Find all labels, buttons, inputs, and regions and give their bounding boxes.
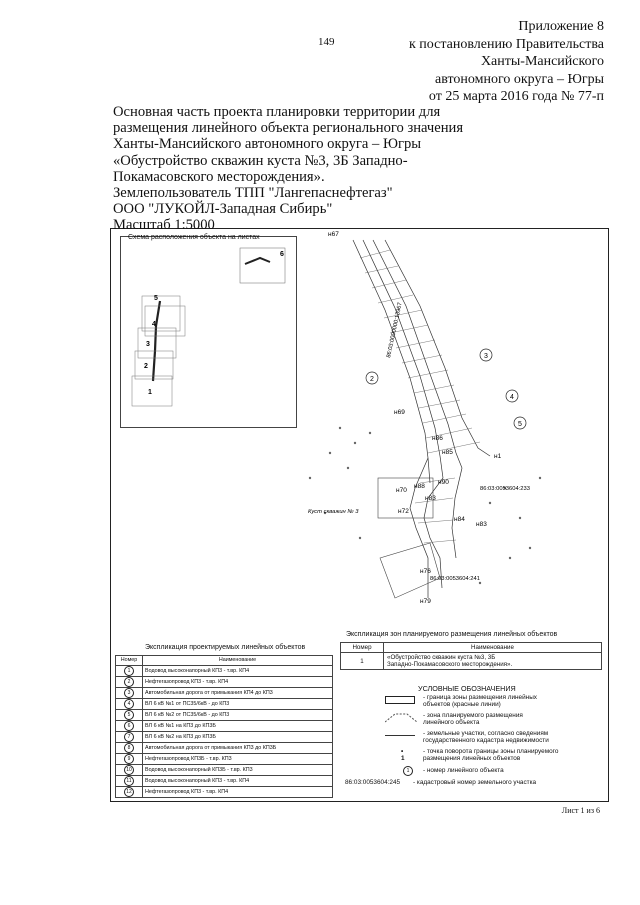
title-line: Покамасовского месторождения». bbox=[113, 168, 325, 185]
row-num: 2 bbox=[124, 677, 134, 687]
inset-label: 3 bbox=[146, 341, 150, 348]
cadastral-sample: 86:03:0053604:245 bbox=[345, 779, 401, 786]
map-point: н85 bbox=[442, 449, 453, 456]
red-line-box-icon bbox=[385, 696, 415, 704]
row-name: ВЛ 6 кВ №2 от ПС35/6кВ - до КП3 bbox=[143, 709, 333, 720]
table-row bbox=[116, 698, 333, 709]
row-name: Автомобильная дорога от примыкания КП3 до КП3Б bbox=[143, 742, 333, 753]
cadastral-number: 86:03:0053604:233 bbox=[480, 486, 530, 492]
title-line: Основная часть проекта планировки территории для bbox=[113, 104, 441, 120]
row-name: Водовод высоконапорный КП3 - т.вр. КП4 bbox=[143, 775, 333, 786]
title-line: размещения линейного объекта регионального значения bbox=[113, 120, 464, 137]
table-row bbox=[116, 764, 333, 775]
row-name: Автомобильная дорога от примыкания КП4 до КП3 bbox=[143, 687, 333, 698]
row-name-line: Западно-Покамасовского месторождения». bbox=[387, 661, 513, 668]
table-header bbox=[116, 656, 333, 666]
row-num: 1 bbox=[124, 666, 134, 676]
inset-label: 2 bbox=[144, 363, 148, 370]
map-point: н83 bbox=[476, 521, 487, 528]
title-line: Ханты-Мансийского автономного округа – Югры bbox=[113, 136, 422, 153]
col-name: Наименование bbox=[143, 656, 333, 666]
table-row bbox=[116, 775, 333, 786]
sheet-label: Лист 1 из 6 bbox=[561, 806, 600, 815]
row-num: 12 bbox=[124, 787, 134, 797]
map-circled-label: 4 bbox=[510, 394, 514, 401]
col-num: Номер bbox=[341, 643, 384, 653]
col-name: Наименование bbox=[384, 643, 602, 653]
map-point: н79 bbox=[420, 598, 431, 605]
row-name: Нефтегазопровод КП3 - т.вр. КП4 bbox=[143, 676, 333, 687]
document-title bbox=[113, 104, 513, 234]
zones-title: Экспликация зон планируемого размещения линейных объектов bbox=[346, 631, 558, 638]
row-name-line: «Обустройство скважин куста №3, 3Б bbox=[387, 654, 496, 661]
inset-label: 6 bbox=[280, 251, 284, 258]
land-plot-line-icon bbox=[385, 735, 415, 736]
row-name: Нефтегазопровод КП3 - т.вр. КП4 bbox=[143, 786, 333, 797]
map-circled-label: 5 bbox=[518, 421, 522, 428]
map-point: н70 bbox=[396, 487, 407, 494]
conventions-title: УСЛОВНЫЕ ОБОЗНАЧЕНИЯ bbox=[418, 684, 516, 693]
row-num: 1 bbox=[341, 653, 384, 670]
row-num: 11 bbox=[124, 776, 134, 786]
table-row bbox=[341, 653, 602, 670]
zones-table bbox=[340, 642, 602, 670]
inset-map bbox=[120, 236, 295, 426]
table-row bbox=[116, 731, 333, 742]
table-row bbox=[116, 786, 333, 797]
conventions-legend: - граница зоны размещения линейных объектов (красные линии) - зона планируемого размещения линейного объекта - земельные участки, согласно сведениям государственного кадастра недвижимости • 1 - точка поворота границы зоны планируемого размещения линейных объектов 1 - номер линейного объекта 86:03:0053604:245 - кадастровый номер земельного участка bbox=[345, 694, 559, 786]
row-num: 8 bbox=[124, 743, 134, 753]
explication-title: Экспликация проектируемых линейных объектов bbox=[145, 644, 306, 651]
map-point: н72 bbox=[398, 508, 409, 515]
map-point: н1 bbox=[494, 453, 502, 460]
table-row bbox=[116, 742, 333, 753]
inset-title: Схема расположения объекта на листах bbox=[128, 234, 260, 241]
table-header bbox=[341, 643, 602, 653]
map-point: н67 bbox=[328, 231, 339, 238]
table-row bbox=[116, 709, 333, 720]
row-num: 9 bbox=[124, 754, 134, 764]
inset-label: 5 bbox=[154, 295, 158, 302]
row-num: 4 bbox=[124, 699, 134, 709]
title-line: ООО "ЛУКОЙЛ-Западная Сибирь" bbox=[113, 201, 333, 218]
map-point: н83 bbox=[425, 495, 436, 502]
row-num: 3 bbox=[124, 688, 134, 698]
row-name: ВЛ 6 кВ №1 на КП3 до КП3Б bbox=[143, 720, 333, 731]
row-name: Водовод высоконапорный КП3Б - т.вр. КП3 bbox=[143, 764, 333, 775]
row-name: Водовод высоконапорный КП3 - т.вр. КП4 bbox=[143, 665, 333, 676]
appendix-line: автономного округа – Югры bbox=[435, 71, 604, 87]
table-row bbox=[116, 687, 333, 698]
zone-dash-icon bbox=[385, 712, 417, 724]
title-line: «Обустройство скважин куста №3, 3Б Западно- bbox=[113, 152, 408, 169]
turn-point-icon: • 1 bbox=[401, 748, 405, 762]
page-number: 149 bbox=[318, 36, 335, 48]
object-number-icon: 1 bbox=[403, 766, 413, 776]
map-point: н86 bbox=[432, 435, 443, 442]
scale-line: Масштаб 1:5000 bbox=[113, 217, 215, 234]
map-point: н88 bbox=[414, 483, 425, 490]
inset-label: 1 bbox=[148, 389, 152, 396]
inset-label: 4 bbox=[152, 321, 156, 328]
appendix-line: к постановлению Правительства bbox=[408, 36, 604, 52]
table-row bbox=[116, 676, 333, 687]
map-circled-label: 3 bbox=[484, 353, 488, 360]
appendix-line: Ханты-Мансийского bbox=[480, 54, 604, 69]
col-num: Номер bbox=[116, 656, 143, 666]
row-name: ВЛ 6 кВ №1 от ПС35/6кВ - до КП3 bbox=[143, 698, 333, 709]
vertical-cadastral: 86:03:0000000:13967 bbox=[386, 301, 404, 359]
row-num: 5 bbox=[124, 710, 134, 720]
map-circled-label: 2 bbox=[370, 376, 374, 383]
map-point: н69 bbox=[394, 409, 405, 416]
row-name: ВЛ 6 кВ №2 на КП3 до КП3Б bbox=[143, 731, 333, 742]
explication-table bbox=[115, 655, 333, 798]
appendix-line: от 25 марта 2016 года № 77-п bbox=[428, 89, 604, 104]
map-point: н84 bbox=[454, 516, 465, 523]
map-point: н90 bbox=[438, 479, 449, 486]
row-num: 6 bbox=[124, 721, 134, 731]
appendix-line: Приложение 8 bbox=[518, 19, 604, 34]
table-row bbox=[116, 720, 333, 731]
row-name: Нефтегазопровод КП3Б - т.вр. КП3 bbox=[143, 753, 333, 764]
table-row bbox=[116, 753, 333, 764]
row-num: 10 bbox=[124, 765, 134, 775]
row-name bbox=[384, 653, 602, 670]
cadastral-number: 86:03:0053604:241 bbox=[430, 576, 480, 582]
appendix-header bbox=[409, 18, 604, 106]
site-label: Куст скважин № 3 bbox=[308, 509, 359, 515]
table-row bbox=[116, 665, 333, 676]
title-line: Землепользователь ТПП "Лангепаснефтегаз" bbox=[113, 185, 393, 202]
map-point: н76 bbox=[420, 568, 431, 575]
row-num: 7 bbox=[124, 732, 134, 742]
